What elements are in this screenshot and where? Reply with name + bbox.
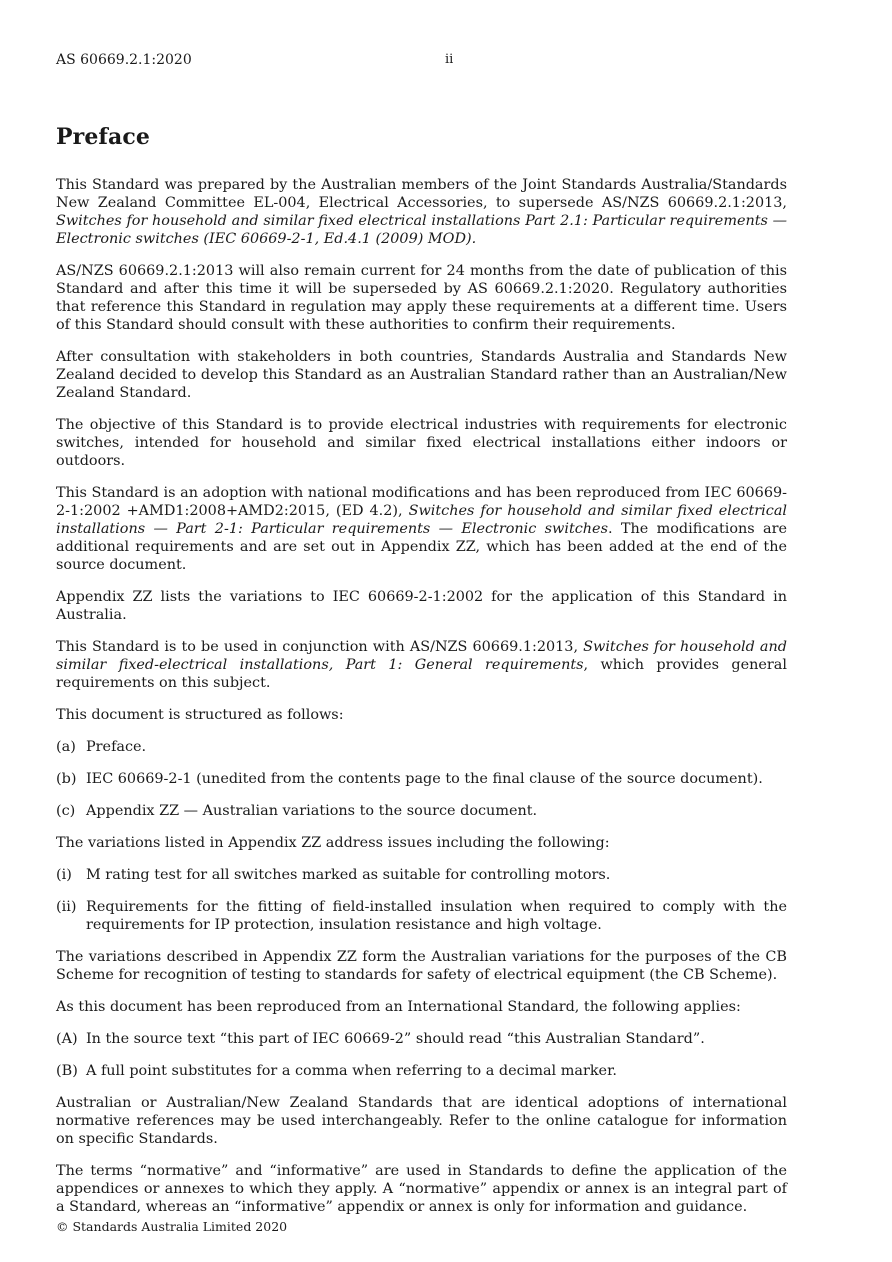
list-item-label: (B) — [56, 1063, 78, 1079]
list-item-text: Requirements for the fitting of field-installed insulation when required to comply with the requirements for IP protection, insulation resistance and high voltage. — [86, 899, 787, 933]
list-item — [56, 1062, 787, 1080]
paragraph: Australian or Australian/New Zealand Standards that are identical adoptions of international normative references may be used interchangeably. Refer to the online catalogue for information on specific Standards. — [56, 1095, 787, 1147]
page-number: ii — [445, 52, 454, 67]
list-item-text: A full point substitutes for a comma when referring to a decimal marker. — [86, 1063, 617, 1079]
copyright-footer: © Standards Australia Limited 2020 — [56, 1219, 288, 1234]
list-item-label: (ii) — [56, 899, 77, 915]
paragraph: Appendix ZZ lists the variations to IEC 60669-2-1:2002 for the application of this Standard in Australia. — [56, 589, 787, 623]
paragraph: As this document has been reproduced from an International Standard, the following applies: — [56, 999, 741, 1015]
page-title: Preface — [56, 124, 150, 150]
paragraph-text: . The modifications are additional requirements and are set out in Appendix ZZ, which has been added at the end of the source document. — [56, 521, 787, 573]
paragraph-text: This Standard is an adoption with national modifications and has been reproduced from IEC 60669-2-1:2002 +AMD1:2008+AMD2:2015, (ED 4.2), — [56, 485, 787, 519]
list-item-text: In the source text “this part of IEC 60669-2” should read “this Australian Standard”. — [86, 1031, 705, 1047]
paragraph: This document is structured as follows: — [56, 707, 344, 723]
list-item — [56, 738, 787, 756]
list-item-text: Preface. — [86, 739, 147, 755]
document-id: AS 60669.2.1:2020 — [56, 52, 192, 68]
paragraph: AS/NZS 60669.2.1:2013 will also remain current for 24 months from the date of publication of this Standard and after this time it will be superseded by AS 60669.2.1:2020. Regulatory authorities that reference this Standard in regulation may apply these requirements at a different time. Users of this Standard should consult with these authorities to confirm their requirements. — [56, 263, 787, 333]
paragraph-italic-text: Switches for household and similar fixed electrical installations Part 2.1: Particular requirements — Electronic switches (IEC 60669-2-1, Ed.4.1 (2009) MOD). — [56, 213, 787, 247]
list-item — [56, 866, 787, 884]
list-item-text: M rating test for all switches marked as suitable for controlling motors. — [86, 867, 611, 883]
list-item-label: (i) — [56, 867, 72, 883]
paragraph-text: , which provides general requirements on this subject. — [56, 657, 787, 691]
paragraph: The terms “normative” and “informative” are used in Standards to define the application of the appendices or annexes to which they apply. A “normative” appendix or annex is an integral part of a Standard, whereas an “informative” appendix or annex is only for information and guidance. — [56, 1163, 787, 1215]
paragraph: The objective of this Standard is to provide electrical industries with requirements for electronic switches, intended for household and similar fixed electrical installations either indoors or outdoors. — [56, 417, 787, 469]
list-item-label: (A) — [56, 1031, 78, 1047]
page-header — [56, 52, 787, 72]
list-item-text: IEC 60669-2-1 (unedited from the contents page to the final clause of the source document). — [86, 771, 763, 787]
document-body — [56, 176, 787, 1230]
paragraph — [56, 484, 787, 574]
list-item — [56, 1030, 787, 1048]
list-item-text: Appendix ZZ — Australian variations to the source document. — [86, 803, 538, 819]
paragraph — [56, 176, 787, 248]
list-item-label: (a) — [56, 739, 76, 755]
paragraph: The variations listed in Appendix ZZ address issues including the following: — [56, 835, 610, 851]
list-item-label: (b) — [56, 771, 77, 787]
list-item — [56, 802, 787, 820]
paragraph-italic-text: Switches for household and similar fixed-electrical installations, Part 1: General requirements — [56, 639, 787, 673]
paragraph-italic-text: Switches for household and similar fixed electrical installations — Part 2-1: Particular requirements — Electronic switches — [56, 503, 787, 537]
list-item — [56, 898, 787, 934]
list-item — [56, 770, 787, 788]
paragraph: After consultation with stakeholders in both countries, Standards Australia and Standards New Zealand decided to develop this Standard as an Australian Standard rather than an Australian/New Zealand Standard. — [56, 349, 787, 401]
paragraph-text: This Standard is to be used in conjunction with AS/NZS 60669.1:2013, — [56, 639, 584, 655]
paragraph — [56, 638, 787, 692]
paragraph: The variations described in Appendix ZZ form the Australian variations for the purposes of the CB Scheme for recognition of testing to standards for safety of electrical equipment (the CB Scheme). — [56, 949, 787, 983]
list-item-label: (c) — [56, 803, 76, 819]
paragraph-text: This Standard was prepared by the Australian members of the Joint Standards Australia/Standards New Zealand Committee EL-004, Electrical Accessories, to supersede AS/NZS 60669.2.1:2013, — [56, 177, 787, 211]
